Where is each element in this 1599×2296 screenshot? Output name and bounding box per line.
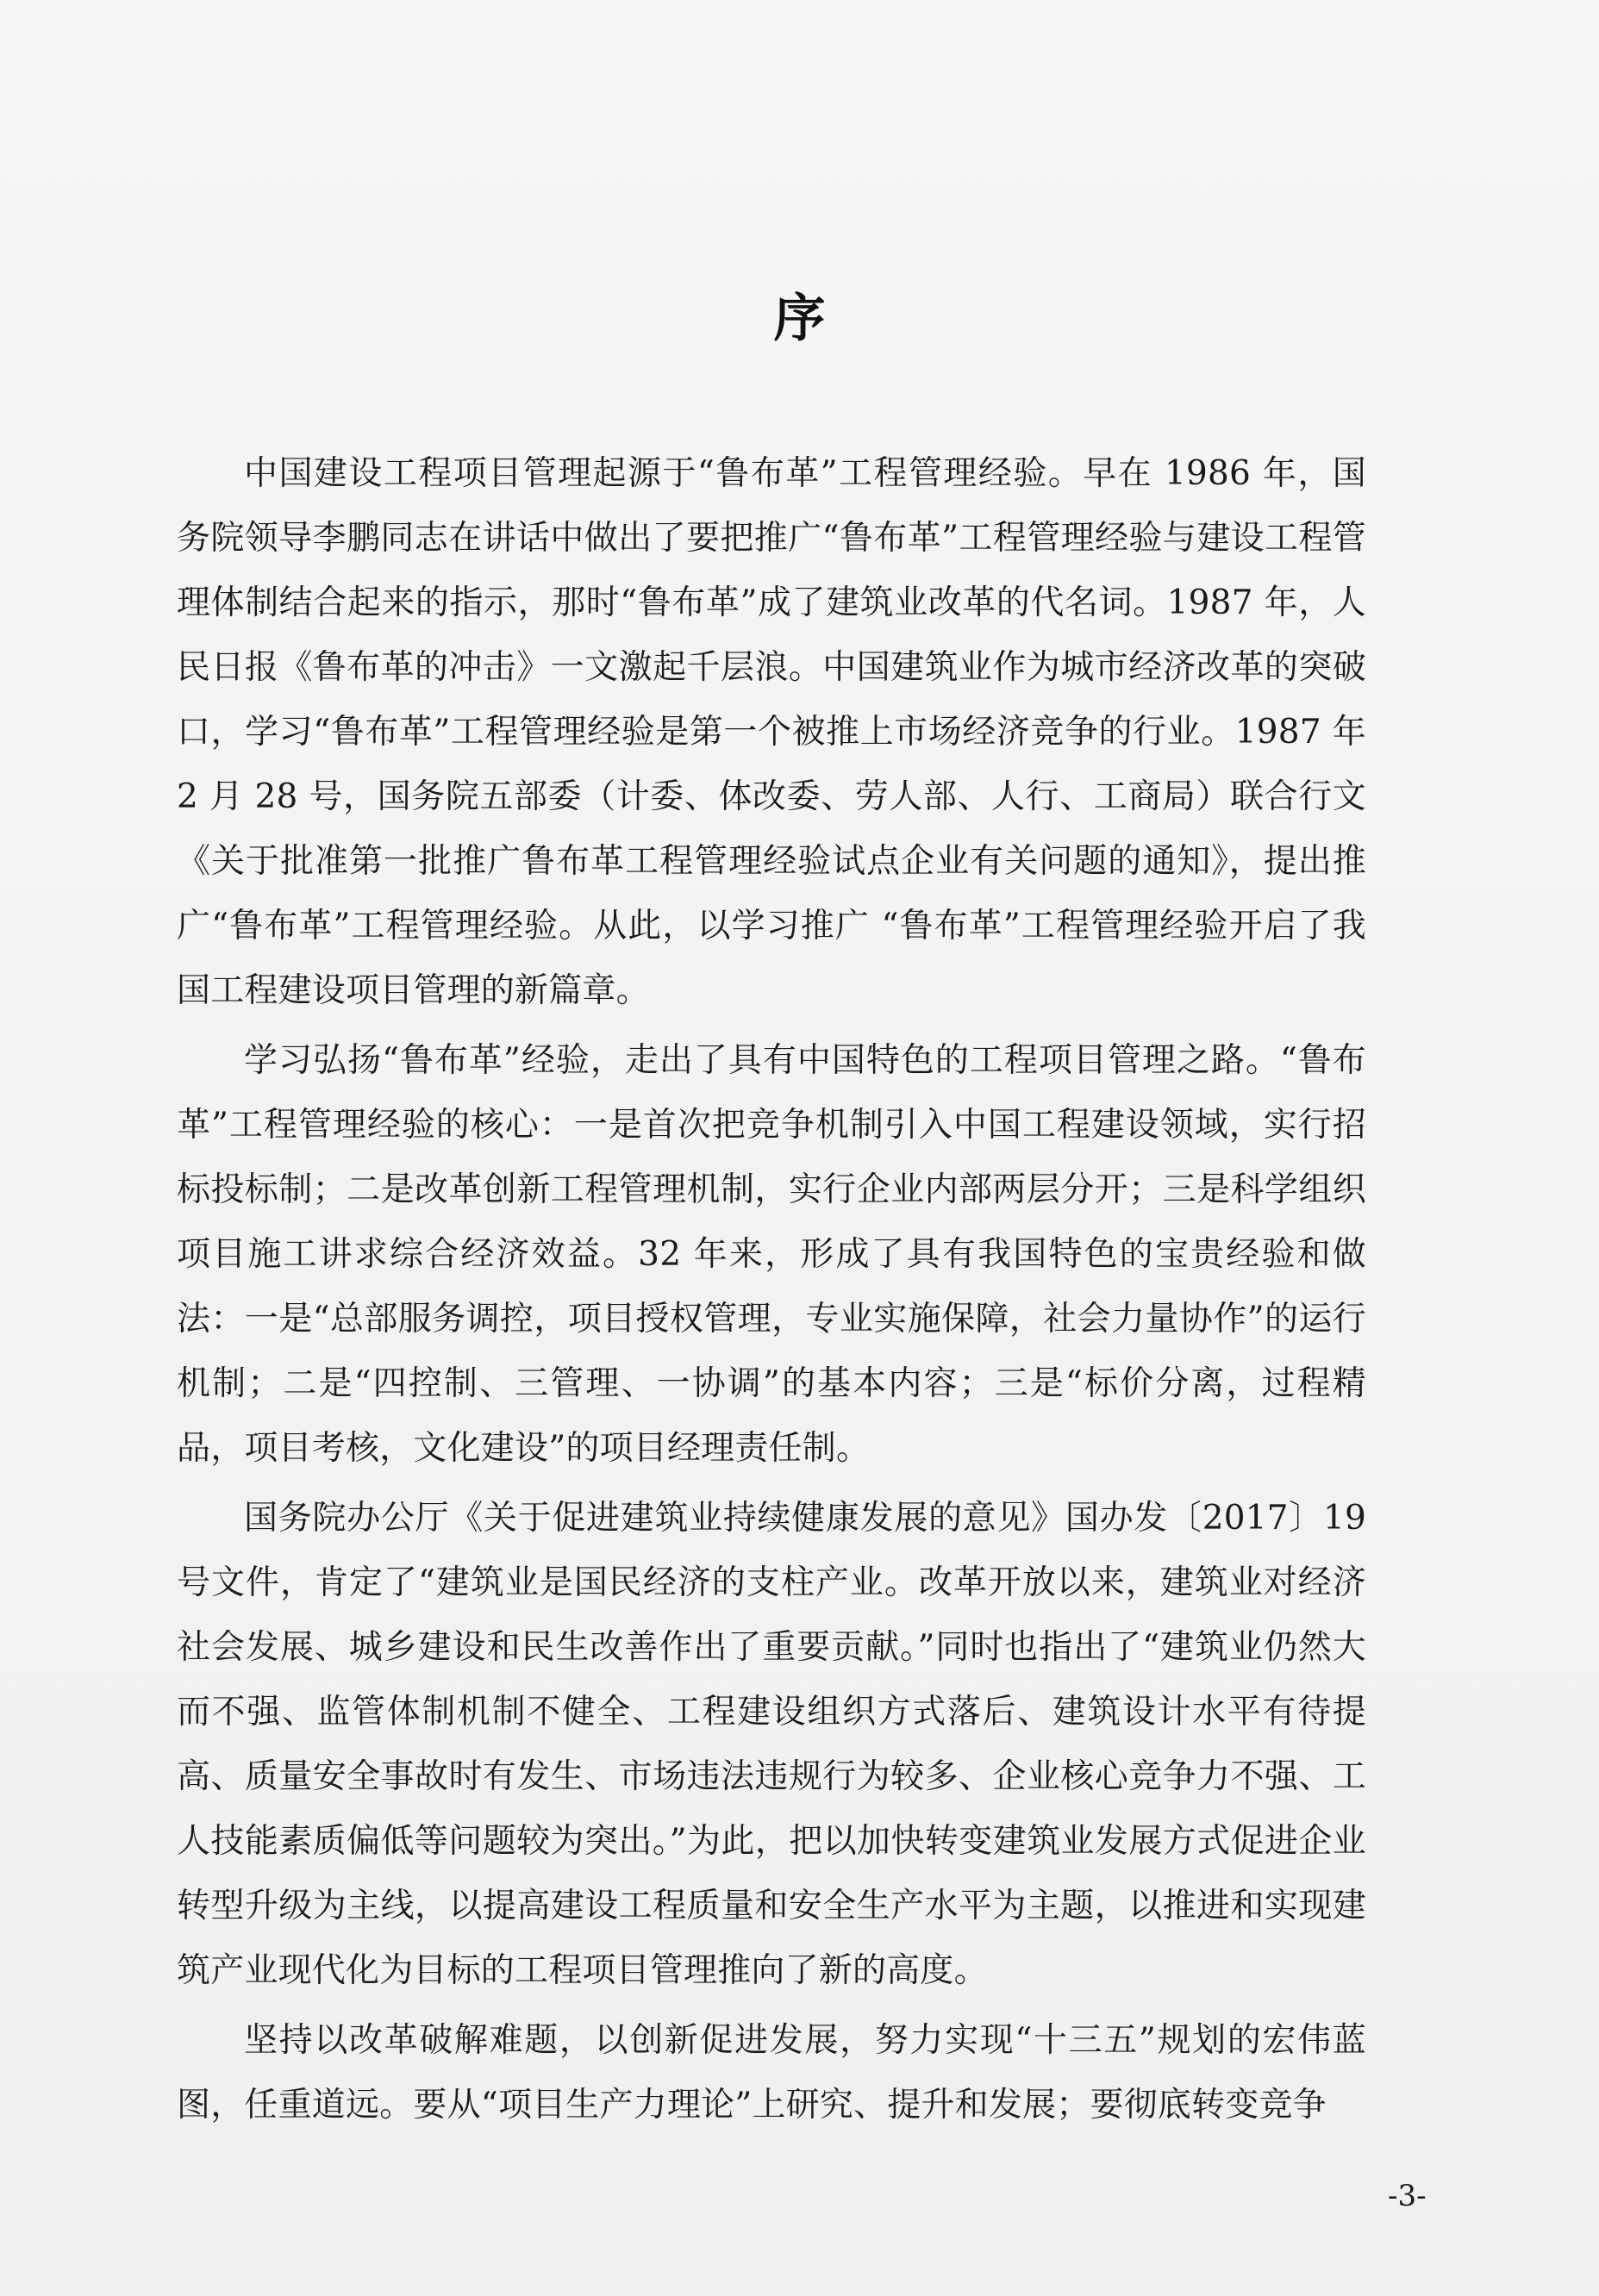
body-text	[177, 441, 1366, 2143]
page-number: -3-	[1388, 2179, 1427, 2213]
paragraph: 学习弘扬“鲁布革”经验，走出了具有中国特色的工程项目管理之路。“鲁布革”工程管理经验的核心：一是首次把竞争机制引入中国工程建设领域，实行招标投标制；二是改革创新工程管理机制，实行企业内部两层分开；三是科学组织项目施工讲求综合经济效益。32 年来，形成了具有我国特色的宝贵经验和做法：一是“总部服务调控，项目授权管理，专业实施保障，社会力量协作”的运行机制；二是“四控制、三管理、一协调”的基本内容；三是“标价分离，过程精品，项目考核，文化建设”的项目经理责任制。	[177, 1041, 1366, 1468]
paragraph: 国务院办公厅《关于促进建筑业持续健康发展的意见》国办发〔2017〕19 号文件，肯定了“建筑业是国民经济的支柱产业。改革开放以来，建筑业对经济社会发展、城乡建设和民生改善作出了重要贡献。”同时也指出了“建筑业仍然大而不强、监管体制机制不健全、工程建设组织方式落后、建筑设计水平有待提高、质量安全事故时有发生、市场违法违规行为较多、企业核心竞争力不强、工人技能素质偏低等问题较为突出。”为此，把以加快转变建筑业发展方式促进企业转型升级为主线，以提高建设工程质量和安全生产水平为主题，以推进和实现建筑产业现代化为目标的工程项目管理推向了新的高度。	[177, 1499, 1366, 1990]
page-title: 序	[773, 289, 826, 349]
paragraph: 中国建设工程项目管理起源于“鲁布革”工程管理经验。早在 1986 年，国务院领导李鹏同志在讲话中做出了要把推广“鲁布革”工程管理经验与建设工程管理体制结合起来的指示，那时“鲁布革”成了建筑业改革的代名词。1987 年，人民日报《鲁布革的冲击》一文激起千层浪。中国建筑业作为城市经济改革的突破口，学习“鲁布革”工程管理经验是第一个被推上市场经济竞争的行业。1987 年 2 月 28 号，国务院五部委（计委、体改委、劳人部、人行、工商局）联合行文《关于批准第一批推广鲁布革工程管理经验试点企业有关问题的通知》，提出推广“鲁布革”工程管理经验。从此，以学习推广 “鲁布革”工程管理经验开启了我国工程建设项目管理的新篇章。	[177, 454, 1366, 1010]
paragraph: 坚持以改革破解难题，以创新促进发展，努力实现“十三五”规划的宏伟蓝图，任重道远。要从“项目生产力理论”上研究、提升和发展；要彻底转变竞争	[177, 2021, 1366, 2124]
